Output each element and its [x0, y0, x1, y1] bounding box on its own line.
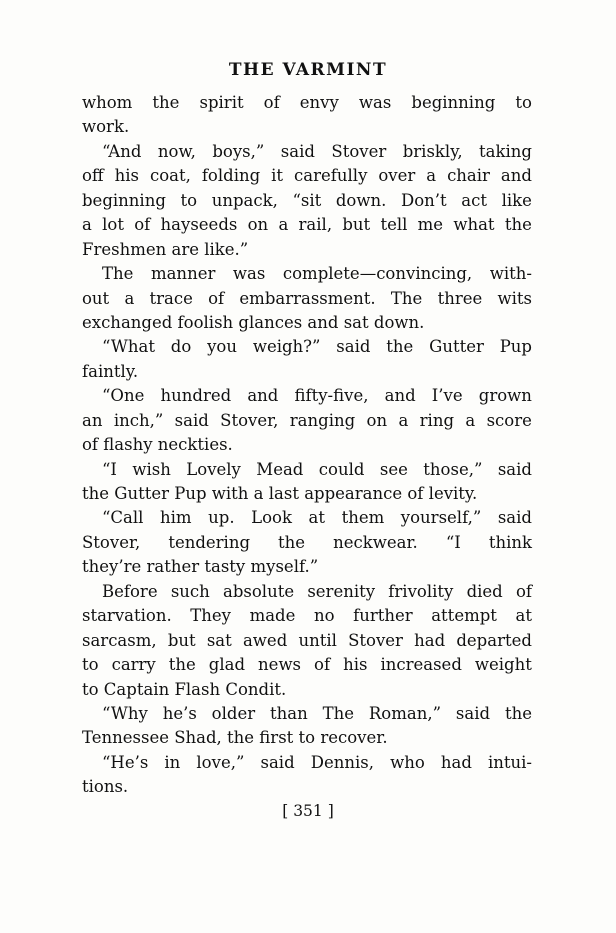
text-line: “And now, boys,” said Stover briskly, taking — [102, 141, 532, 161]
text-line: Stover, tendering the neckwear. “I think — [82, 532, 532, 552]
text-line: exchanged foolish glances and sat down. — [82, 312, 425, 332]
text-line: “I wish Lovely Mead could see those,” said — [102, 459, 532, 479]
text-line: The manner was complete—convincing, with- — [102, 264, 532, 284]
running-head: THE VARMINT — [228, 60, 388, 80]
text-line: “Call him up. Look at them yourself,” said — [102, 508, 532, 528]
text-line: “Why he’s older than The Roman,” said the — [102, 703, 532, 723]
text-line: Freshmen are like.” — [82, 239, 249, 259]
text-line: “One hundred and fifty-five, and I’ve grown — [102, 386, 532, 406]
text-line: off his coat, folding it carefully over a chair and — [82, 166, 532, 186]
text-line: faintly. — [82, 361, 139, 381]
text-line: starvation. They made no further attempt at — [82, 606, 532, 626]
text-line: out a trace of embarrassment. The three wits — [82, 288, 532, 308]
text-line: Before such absolute serenity frivolity died of — [102, 581, 532, 601]
text-line: to Captain Flash Condit. — [82, 679, 287, 699]
text-line: a lot of hayseeds on a rail, but tell me what the — [82, 215, 532, 235]
text-line: the Gutter Pup with a last appearance of levity. — [82, 484, 478, 503]
text-line: work. — [82, 117, 130, 137]
text-line: of flashy neckties. — [82, 435, 233, 455]
body-text — [82, 91, 532, 800]
page-number: [ 351 ] — [282, 802, 334, 820]
text-line: beginning to unpack, “sit down. Don’t act like — [82, 190, 532, 210]
text-line: “He’s in love,” said Dennis, who had intui- — [102, 752, 532, 772]
text-line: an inch,” said Stover, ranging on a ring a score — [82, 410, 532, 430]
text-line: whom the spirit of envy was beginning to — [82, 93, 532, 112]
text-line: they’re rather tasty myself.” — [82, 557, 319, 577]
text-line: tions. — [82, 777, 129, 797]
text-line: “What do you weigh?” said the Gutter Pup — [102, 337, 532, 357]
text-line: sarcasm, but sat awed until Stover had departed — [82, 630, 532, 650]
text-line: Tennessee Shad, the first to recover. — [82, 728, 388, 748]
text-line: to carry the glad news of his increased weight — [82, 655, 532, 675]
